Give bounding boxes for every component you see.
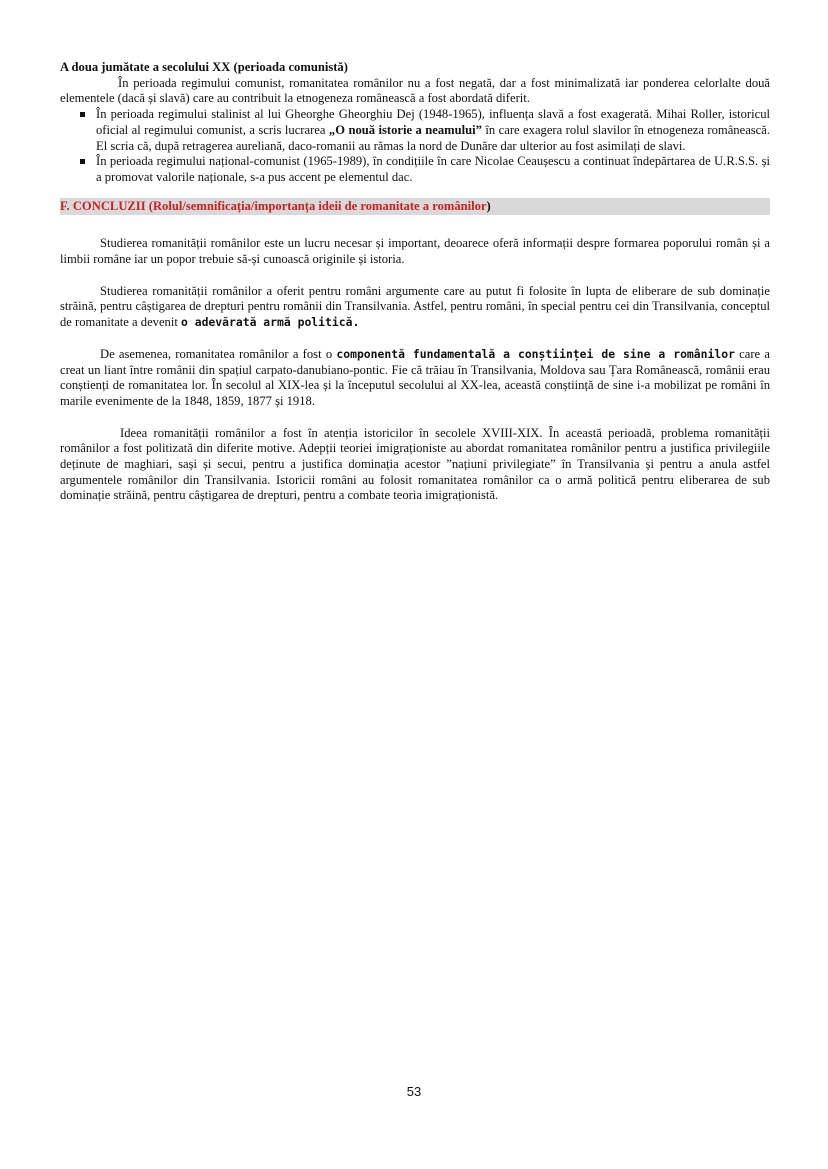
- bullet-item-stalinist: [80, 107, 770, 154]
- paragraph-text: Studierea romanității românilor a oferit pentru români argumente care au putut fi folosite în lupta de eliberare de sub dominație străină, pentru câștigarea de drepturi pentru românii din Transilvania. Astfel, pentru români, în special pentru cei din Transilvania, conceptul de romanitate a devenit: [60, 283, 770, 330]
- conclusion-paragraph-2: [60, 284, 770, 331]
- emphasis-text: o adevărată armă politică.: [181, 315, 360, 330]
- bullet-text-part1: În perioada regimului stalinist al lui Gheorghe Gheorghiu Dej (1948-1965), influența slavă a fost exagerată. Mihai Roller, istoricul oficial al regimului comunist, a scris lucrarea: [96, 107, 770, 137]
- square-bullet-icon: [80, 159, 85, 164]
- section-title-conclusions: [60, 198, 770, 216]
- page-content: [60, 60, 770, 504]
- section-title-close: ): [486, 198, 491, 213]
- section-heading-communist-period: A doua jumătate a secolului XX (perioada comunistă): [60, 60, 348, 74]
- conclusion-paragraph-3: [60, 347, 770, 410]
- conclusion-paragraph-4: Ideea romanității românilor a fost în atenția istoricilor în secolele XVIII-XIX. În această perioadă, problema romanității românilor a fost politizată din diferite motive. Adepții teoriei imigraționiste au abordat romanitatea românilor pentru a justifica privilegiile deținute de maghiari, sași și secui, pentru a justifica dominația acestor ”națiuni privilegiate” în Transilvania și pentru a anula astfel argumentele românilor din Transilvania. Istoricii români au folosit romanitatea românilor ca o armă politică pentru eliberarea de sub dominație străină, pentru câștigarea de drepturi, pentru a combate teoria imigraționistă.: [60, 425, 770, 503]
- emphasis-text: componentă fundamentală a conștiinței de sine a românilor: [336, 346, 735, 361]
- conclusion-paragraph-1: Studierea romanității românilor este un lucru necesar și important, deoarece oferă informații despre formarea poporului român și a limbii române iar un popor trebuie să-și cunoască originile și istoria.: [60, 236, 770, 267]
- paragraph-text: care a creat un liant între românii din spațiul carpato-danubiano-pontic. Fie că trăiau în Transilvania, Moldova sau Țara Românească, românii erau conștienți de romanitatea lor. În secolul al XIX-lea și la începutul secolului al XX-lea, această conștiință de sine i-a mobilizat pe români în marile evenimente de la 1848, 1859, 1877 și 1918.: [60, 346, 770, 408]
- paragraph-text: De asemenea, romanitatea românilor a fost o: [100, 346, 337, 361]
- book-title: „O nouă istorie a neamului”: [328, 122, 482, 137]
- section-title-text: F. CONCLUZII (Rolul/semnificația/importanța ideii de romanitate a românilor: [60, 198, 487, 213]
- bullet-item-national-communist: [80, 154, 770, 185]
- page-number: 53: [406, 1084, 422, 1099]
- bullet-text: În perioada regimului național-comunist (1965-1989), în condițiile în care Nicolae Ceaușescu a continuat îndepărtarea de U.R.S.S. și a promovat valorile naționale, s-a pus accent pe elementul dac.: [96, 154, 770, 184]
- square-bullet-icon: [80, 112, 85, 117]
- bullet-list: [60, 107, 770, 186]
- bullet-text-part2: în care exagera rolul slavilor în etnogeneza românească. El scria că, după retragerea aureliană, daco-romanii au rămas la nord de Dunăre dar ulterior au fost asimilați de slavi.: [96, 122, 771, 153]
- intro-paragraph: În perioada regimului comunist, romanitatea românilor nu a fost negată, dar a fost minimalizată iar ponderea celorlalte două elementele (dacă și slavă) care au contribuit la etnogeneza românească a fost abordată diferit.: [60, 75, 770, 106]
